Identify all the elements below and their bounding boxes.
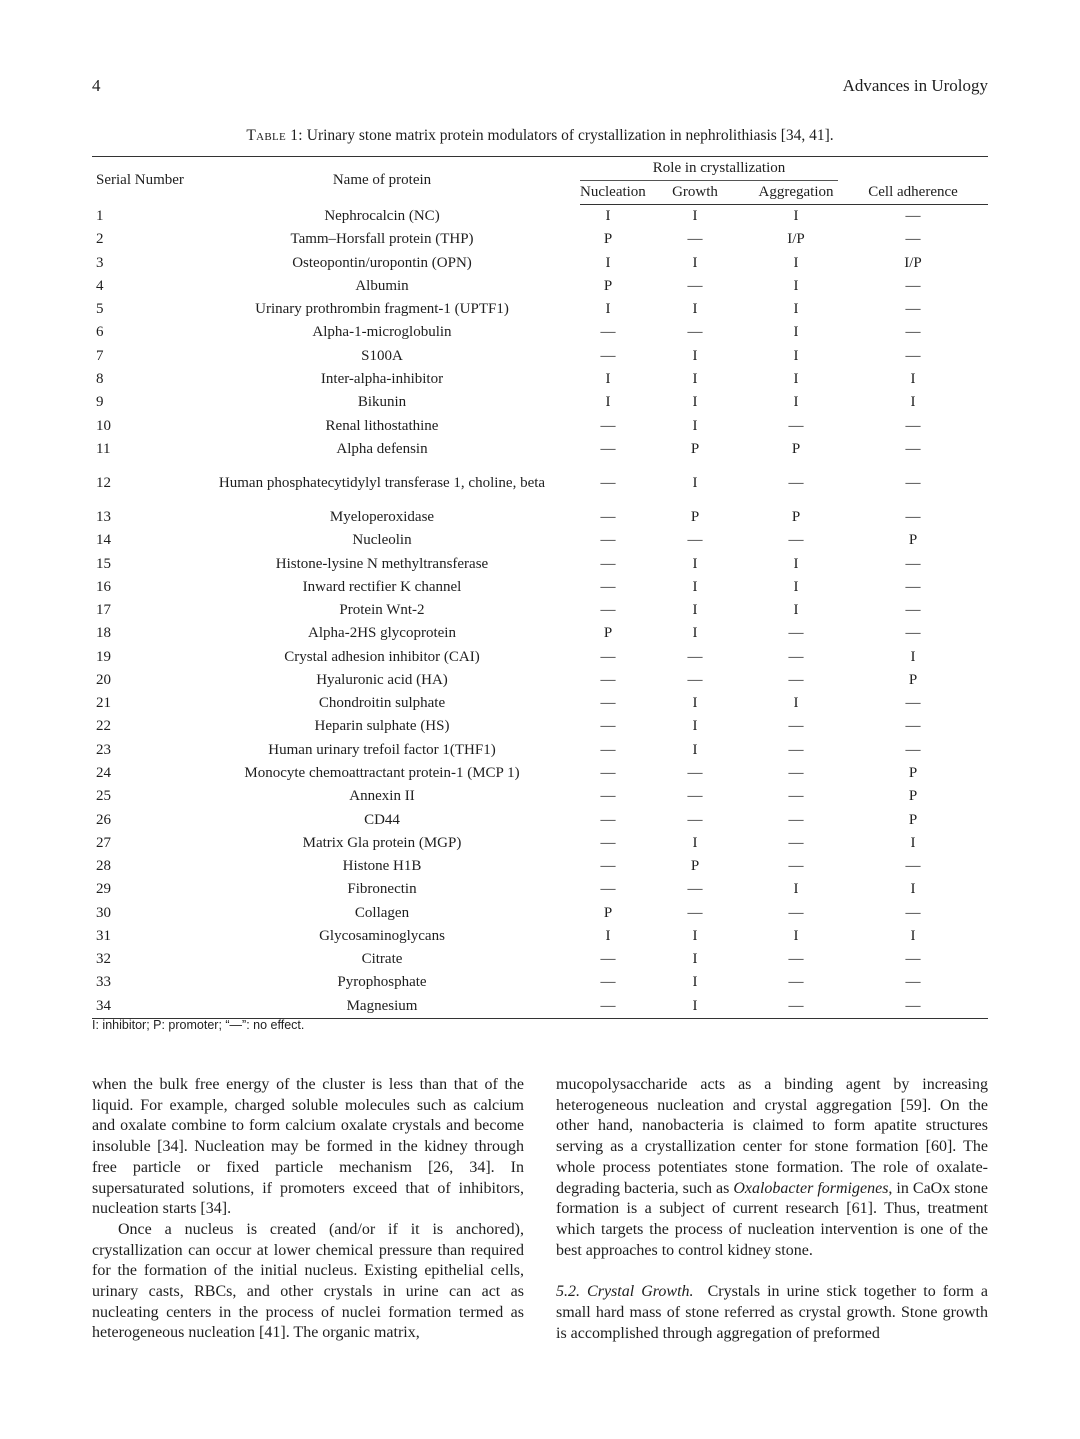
cell-growth: —	[687, 811, 703, 828]
cell-aggregation: I	[793, 578, 799, 595]
cell-aggregation: —	[788, 741, 804, 758]
cell-nucleation: —	[600, 695, 616, 712]
cell-serial: 32	[96, 951, 111, 968]
page-number: 4	[92, 76, 101, 95]
cell-aggregation: P	[791, 509, 801, 526]
cell-aggregation: —	[788, 834, 804, 851]
table-row	[92, 529, 988, 552]
table-row	[92, 646, 988, 669]
cell-nucleation: I	[605, 394, 611, 411]
cell-growth: I	[692, 417, 698, 434]
table-row	[92, 832, 988, 855]
header-protein-name: Name of protein	[184, 157, 580, 205]
cell-serial: 17	[96, 602, 111, 619]
cell-aggregation: —	[754, 995, 838, 1019]
cell-nucleation: P	[603, 277, 613, 294]
cell-growth: I	[692, 927, 698, 944]
cell-aggregation: I	[793, 324, 799, 341]
cell-cell-adherence: I	[910, 370, 916, 387]
cell-nucleation: —	[600, 347, 616, 364]
table-row	[92, 669, 988, 692]
cell-nucleation: —	[600, 858, 616, 875]
cell-serial: 9	[96, 394, 104, 411]
table-row	[92, 762, 988, 785]
cell-aggregation: —	[788, 625, 804, 642]
table-row	[92, 576, 988, 599]
cell-growth: I	[692, 695, 698, 712]
cell-growth: I	[692, 602, 698, 619]
cell-protein: Citrate	[361, 951, 403, 968]
table-footnote: I: inhibitor; P: promoter; “—”: no effect.	[92, 1018, 305, 1032]
cell-growth: —	[687, 764, 703, 781]
cell-aggregation: —	[788, 718, 804, 735]
cell-protein: CD44	[364, 811, 400, 828]
bacteria-name: Oxalobacter formigenes	[733, 1179, 889, 1197]
table-caption-text: Urinary stone matrix protein modulators of crystallization in nephrolithiasis [34, 41].	[306, 127, 834, 144]
cell-serial: 18	[96, 625, 111, 642]
cell-aggregation: —	[788, 764, 804, 781]
cell-serial: 31	[96, 927, 111, 944]
cell-protein: Nephrocalcin (NC)	[324, 207, 440, 224]
cell-growth: I	[692, 578, 698, 595]
cell-protein: Glycosaminoglycans	[319, 927, 445, 944]
cell-growth: P	[690, 858, 700, 875]
right-paragraph-2: 5.2. Crystal Growth. Crystals in urine stick together to form a small hard mass of stone referred as crystal growth. Stone growth is accomplished through aggregation of preformed	[556, 1283, 988, 1342]
cell-nucleation: P	[603, 231, 613, 248]
cell-protein: Monocyte chemoattractant protein-1 (MCP 1)	[244, 764, 520, 781]
cell-cell-adherence: I/P	[904, 254, 922, 271]
cell-nucleation: —	[600, 881, 616, 898]
cell-aggregation: I	[793, 555, 799, 572]
cell-protein: Human phosphatecytidylyl transferase 1, choline, beta	[218, 474, 546, 491]
cell-growth: —	[687, 881, 703, 898]
cell-protein: Hyaluronic acid (HA)	[316, 671, 448, 688]
cell-nucleation: I	[605, 927, 611, 944]
cell-protein: Protein Wnt-2	[339, 602, 425, 619]
cell-serial: 15	[96, 555, 111, 572]
cell-aggregation: —	[788, 788, 804, 805]
cell-cell-adherence: —	[905, 555, 921, 572]
table-row	[92, 252, 988, 275]
left-paragraph-1: when the bulk free energy of the cluster is less than that of the liquid. For example, charged soluble molecules such as calcium and oxalate combine to form calcium oxalate crystals and become insoluble [34]. Nucleation may be formed in the kidney through free particle or fixed particle mechanism [26, 34]. In supersaturated solutions, if promoters exceed that of inhibitors, nucleation starts [34].	[92, 1076, 524, 1218]
cell-growth: I	[692, 474, 698, 491]
cell-serial: 6	[96, 324, 104, 341]
cell-protein: Bikunin	[357, 394, 407, 411]
header-aggregation: Aggregation	[754, 181, 838, 205]
cell-protein: Histone H1B	[342, 858, 422, 875]
table-caption	[92, 127, 988, 145]
cell-aggregation: —	[788, 951, 804, 968]
cell-nucleation: —	[600, 474, 616, 491]
cell-protein: Histone-lysine N methyltransferase	[275, 555, 489, 572]
cell-growth: I	[692, 555, 698, 572]
cell-aggregation: —	[788, 904, 804, 921]
cell-cell-adherence: —	[905, 858, 921, 875]
cell-serial: 19	[96, 648, 111, 665]
cell-nucleation: —	[580, 995, 636, 1019]
cell-serial: 29	[96, 881, 111, 898]
table-row	[92, 622, 988, 645]
header-serial-number: Serial Number	[92, 157, 184, 205]
table-row	[92, 599, 988, 622]
table-row	[92, 228, 988, 251]
cell-serial: 1	[96, 207, 104, 224]
left-column	[92, 1075, 524, 1344]
cell-serial: 20	[96, 671, 111, 688]
cell-growth: I	[692, 347, 698, 364]
cell-nucleation: —	[600, 718, 616, 735]
cell-cell-adherence: —	[905, 741, 921, 758]
cell-protein: Pyrophosphate	[337, 974, 427, 991]
cell-cell-adherence: —	[905, 904, 921, 921]
cell-nucleation: —	[600, 602, 616, 619]
left-paragraph-2: Once a nucleus is created (and/or if it is anchored), crystallization can occur at lower chemical pressure than required for the formation of the initial nucleus. Existing epithelial cells, urinary casts, RBCs, and other crystals in urine can act as nucleating centers in the process of nuclei formation termed as heterogeneous nucleation [41]. The organic matrix,	[92, 1220, 524, 1342]
cell-serial: 26	[96, 811, 111, 828]
cell-nucleation: —	[600, 741, 616, 758]
cell-growth: —	[687, 532, 703, 549]
cell-nucleation: —	[600, 671, 616, 688]
table-row	[92, 715, 988, 738]
header-role: Role in crystallization	[580, 157, 838, 181]
cell-nucleation: —	[600, 648, 616, 665]
cell-aggregation: —	[788, 811, 804, 828]
cell-nucleation: —	[600, 764, 616, 781]
cell-aggregation: I	[793, 695, 799, 712]
cell-cell-adherence: —	[905, 625, 921, 642]
cell-protein: Tamm–Horsfall protein (THP)	[290, 231, 474, 248]
cell-protein: Urinary prothrombin fragment-1 (UPTF1)	[255, 301, 509, 318]
cell-serial: 13	[96, 509, 111, 526]
cell-cell-adherence: —	[905, 231, 921, 248]
table-row	[92, 345, 988, 368]
cell-cell-adherence: —	[905, 277, 921, 294]
cell-aggregation: —	[788, 974, 804, 991]
cell-serial: 8	[96, 370, 104, 387]
cell-growth: I	[692, 834, 698, 851]
cell-cell-adherence: P	[908, 811, 918, 828]
table-row	[92, 855, 988, 878]
cell-serial: 33	[96, 974, 111, 991]
table-row	[92, 785, 988, 808]
cell-growth: —	[687, 231, 703, 248]
cell-cell-adherence: —	[905, 602, 921, 619]
cell-nucleation: —	[600, 440, 616, 457]
table-row	[92, 948, 988, 971]
cell-serial: 28	[96, 858, 111, 875]
table-row	[92, 368, 988, 391]
table-row	[92, 205, 988, 229]
header-growth: Growth	[636, 181, 754, 205]
cell-aggregation: I	[793, 927, 799, 944]
table-row	[92, 925, 988, 948]
cell-cell-adherence: I	[910, 648, 916, 665]
cell-protein: S100A	[361, 347, 403, 364]
cell-cell-adherence: —	[905, 347, 921, 364]
cell-growth: I	[692, 974, 698, 991]
cell-aggregation: I	[793, 347, 799, 364]
protein-table	[92, 156, 988, 1019]
cell-protein: Inter-alpha-inhibitor	[320, 370, 444, 387]
cell-aggregation: I	[793, 602, 799, 619]
section-title: 5.2. Crystal Growth.	[556, 1283, 694, 1301]
cell-growth: I	[692, 394, 698, 411]
cell-aggregation: —	[788, 474, 804, 491]
cell-serial: 22	[96, 718, 111, 735]
cell-cell-adherence: —	[905, 695, 921, 712]
cell-protein: Human urinary trefoil factor 1(THF1)	[268, 741, 496, 758]
header-cell-adherence: Cell adherence	[838, 181, 988, 205]
cell-protein: Heparin sulphate (HS)	[314, 718, 450, 735]
cell-growth: I	[692, 718, 698, 735]
table-row	[92, 298, 988, 321]
cell-growth: —	[687, 671, 703, 688]
table-row	[92, 995, 988, 1019]
cell-cell-adherence: —	[905, 509, 921, 526]
cell-nucleation: P	[603, 904, 613, 921]
table-row	[92, 391, 988, 414]
cell-growth: P	[690, 440, 700, 457]
cell-growth: I	[636, 995, 754, 1019]
cell-cell-adherence: —	[905, 718, 921, 735]
cell-cell-adherence: —	[905, 324, 921, 341]
cell-cell-adherence: —	[905, 974, 921, 991]
cell-protein: Alpha-1-microglobulin	[312, 324, 452, 341]
cell-growth: I	[692, 301, 698, 318]
cell-serial: 5	[96, 301, 104, 318]
cell-growth: I	[692, 951, 698, 968]
cell-cell-adherence: —	[905, 417, 921, 434]
table-body	[92, 205, 988, 1019]
cell-cell-adherence: P	[908, 764, 918, 781]
cell-cell-adherence: —	[905, 440, 921, 457]
cell-nucleation: —	[600, 417, 616, 434]
cell-growth: P	[690, 509, 700, 526]
cell-serial: 3	[96, 254, 104, 271]
right-column	[556, 1075, 988, 1344]
cell-protein: Annexin II	[349, 788, 415, 805]
table-row	[92, 321, 988, 344]
cell-serial: 27	[96, 834, 111, 851]
cell-cell-adherence: P	[908, 532, 918, 549]
cell-protein: Myeloperoxidase	[329, 509, 435, 526]
table-row	[92, 438, 988, 461]
journal-title: Advances in Urology	[842, 76, 988, 95]
cell-serial: 11	[96, 440, 111, 457]
cell-growth: —	[687, 788, 703, 805]
cell-cell-adherence: I	[910, 394, 916, 411]
cell-serial: 2	[96, 231, 104, 248]
cell-serial: 12	[96, 474, 111, 491]
cell-aggregation: I	[793, 881, 799, 898]
cell-nucleation: —	[600, 951, 616, 968]
table-row	[92, 461, 988, 506]
cell-serial: 25	[96, 788, 111, 805]
table-row	[92, 692, 988, 715]
cell-aggregation: I	[793, 394, 799, 411]
cell-nucleation: P	[603, 625, 613, 642]
cell-serial: 14	[96, 532, 111, 549]
cell-serial: 7	[96, 347, 104, 364]
cell-growth: —	[687, 904, 703, 921]
cell-serial: 16	[96, 578, 111, 595]
cell-aggregation: I	[793, 254, 799, 271]
cell-cell-adherence: P	[908, 671, 918, 688]
cell-cell-adherence: P	[908, 788, 918, 805]
cell-aggregation: I/P	[787, 231, 805, 248]
cell-growth: I	[692, 741, 698, 758]
cell-nucleation: I	[605, 301, 611, 318]
cell-cell-adherence: —	[838, 995, 988, 1019]
table-row	[92, 971, 988, 994]
cell-protein: Renal lithostathine	[325, 417, 439, 434]
cell-aggregation: —	[788, 648, 804, 665]
table-row	[92, 739, 988, 762]
table-row	[92, 808, 988, 831]
cell-protein: Chondroitin sulphate	[318, 695, 446, 712]
cell-nucleation: —	[600, 834, 616, 851]
cell-growth: I	[692, 254, 698, 271]
cell-nucleation: I	[605, 254, 611, 271]
cell-nucleation: —	[600, 788, 616, 805]
cell-cell-adherence: —	[905, 208, 921, 225]
cell-protein: Magnesium	[184, 995, 580, 1019]
cell-serial: 34	[92, 995, 184, 1019]
cell-serial: 23	[96, 741, 111, 758]
cell-serial: 10	[96, 417, 111, 434]
cell-aggregation: —	[788, 532, 804, 549]
cell-nucleation: —	[600, 811, 616, 828]
table-row	[92, 901, 988, 924]
cell-nucleation: —	[600, 578, 616, 595]
cell-protein: Nucleolin	[352, 532, 412, 549]
cell-cell-adherence: —	[905, 951, 921, 968]
cell-aggregation: I	[793, 208, 799, 225]
right-paragraph-1: mucopolysaccharide acts as a binding agent by increasing heterogeneous nucleation and crystal aggregation [59]. On the other hand, nanobacteria is claimed to form apatite structures serving as a crystallization center for stone formation [60]. The whole process potentiates stone formation. The role of oxalate-degrading bacteria, such as Oxalobacter formigenes, in CaOx stone formation is a subject of current research [61]. Thus, treatment which targets the process of nucleation intervention is one of the best approaches to control kidney stone.	[556, 1076, 989, 1259]
cell-aggregation: —	[788, 858, 804, 875]
cell-protein: Albumin	[355, 277, 409, 294]
cell-growth: —	[687, 324, 703, 341]
cell-aggregation: I	[793, 301, 799, 318]
page-header	[92, 76, 988, 98]
table-caption-label: Table 1:	[246, 127, 303, 144]
cell-nucleation: —	[600, 555, 616, 572]
cell-growth: —	[687, 277, 703, 294]
cell-aggregation: —	[788, 417, 804, 434]
cell-cell-adherence: —	[905, 578, 921, 595]
cell-cell-adherence: I	[910, 927, 916, 944]
table-row	[92, 414, 988, 437]
cell-protein: Crystal adhesion inhibitor (CAI)	[284, 648, 480, 665]
cell-serial: 4	[96, 277, 104, 294]
table-row	[92, 878, 988, 901]
cell-nucleation: —	[600, 324, 616, 341]
cell-growth: I	[692, 208, 698, 225]
cell-nucleation: —	[600, 974, 616, 991]
cell-serial: 21	[96, 695, 111, 712]
cell-protein: Osteopontin/uropontin (OPN)	[292, 254, 472, 271]
cell-serial: 30	[96, 904, 111, 921]
cell-aggregation: —	[788, 671, 804, 688]
cell-aggregation: I	[793, 370, 799, 387]
cell-cell-adherence: —	[905, 301, 921, 318]
cell-growth: —	[687, 648, 703, 665]
cell-nucleation: —	[600, 532, 616, 549]
cell-cell-adherence: I	[910, 834, 916, 851]
cell-protein: Alpha defensin	[336, 440, 428, 457]
header-nucleation: Nucleation	[580, 181, 636, 205]
cell-protein: Alpha-2HS glycoprotein	[308, 625, 456, 642]
cell-growth: I	[692, 625, 698, 642]
cell-protein: Inward rectifier K channel	[302, 578, 462, 595]
cell-cell-adherence: I	[910, 881, 916, 898]
table-row	[92, 506, 988, 529]
cell-protein: Matrix Gla protein (MGP)	[302, 834, 462, 851]
cell-protein: Collagen	[354, 904, 410, 921]
cell-aggregation: P	[791, 440, 801, 457]
cell-growth: I	[692, 370, 698, 387]
cell-nucleation: I	[605, 370, 611, 387]
cell-serial: 24	[96, 764, 111, 781]
cell-cell-adherence: —	[905, 474, 921, 491]
cell-aggregation: I	[793, 277, 799, 294]
table-row	[92, 552, 988, 575]
cell-protein: Fibronectin	[347, 881, 417, 898]
cell-nucleation: —	[600, 509, 616, 526]
table-row	[92, 275, 988, 298]
cell-nucleation: I	[605, 208, 611, 225]
